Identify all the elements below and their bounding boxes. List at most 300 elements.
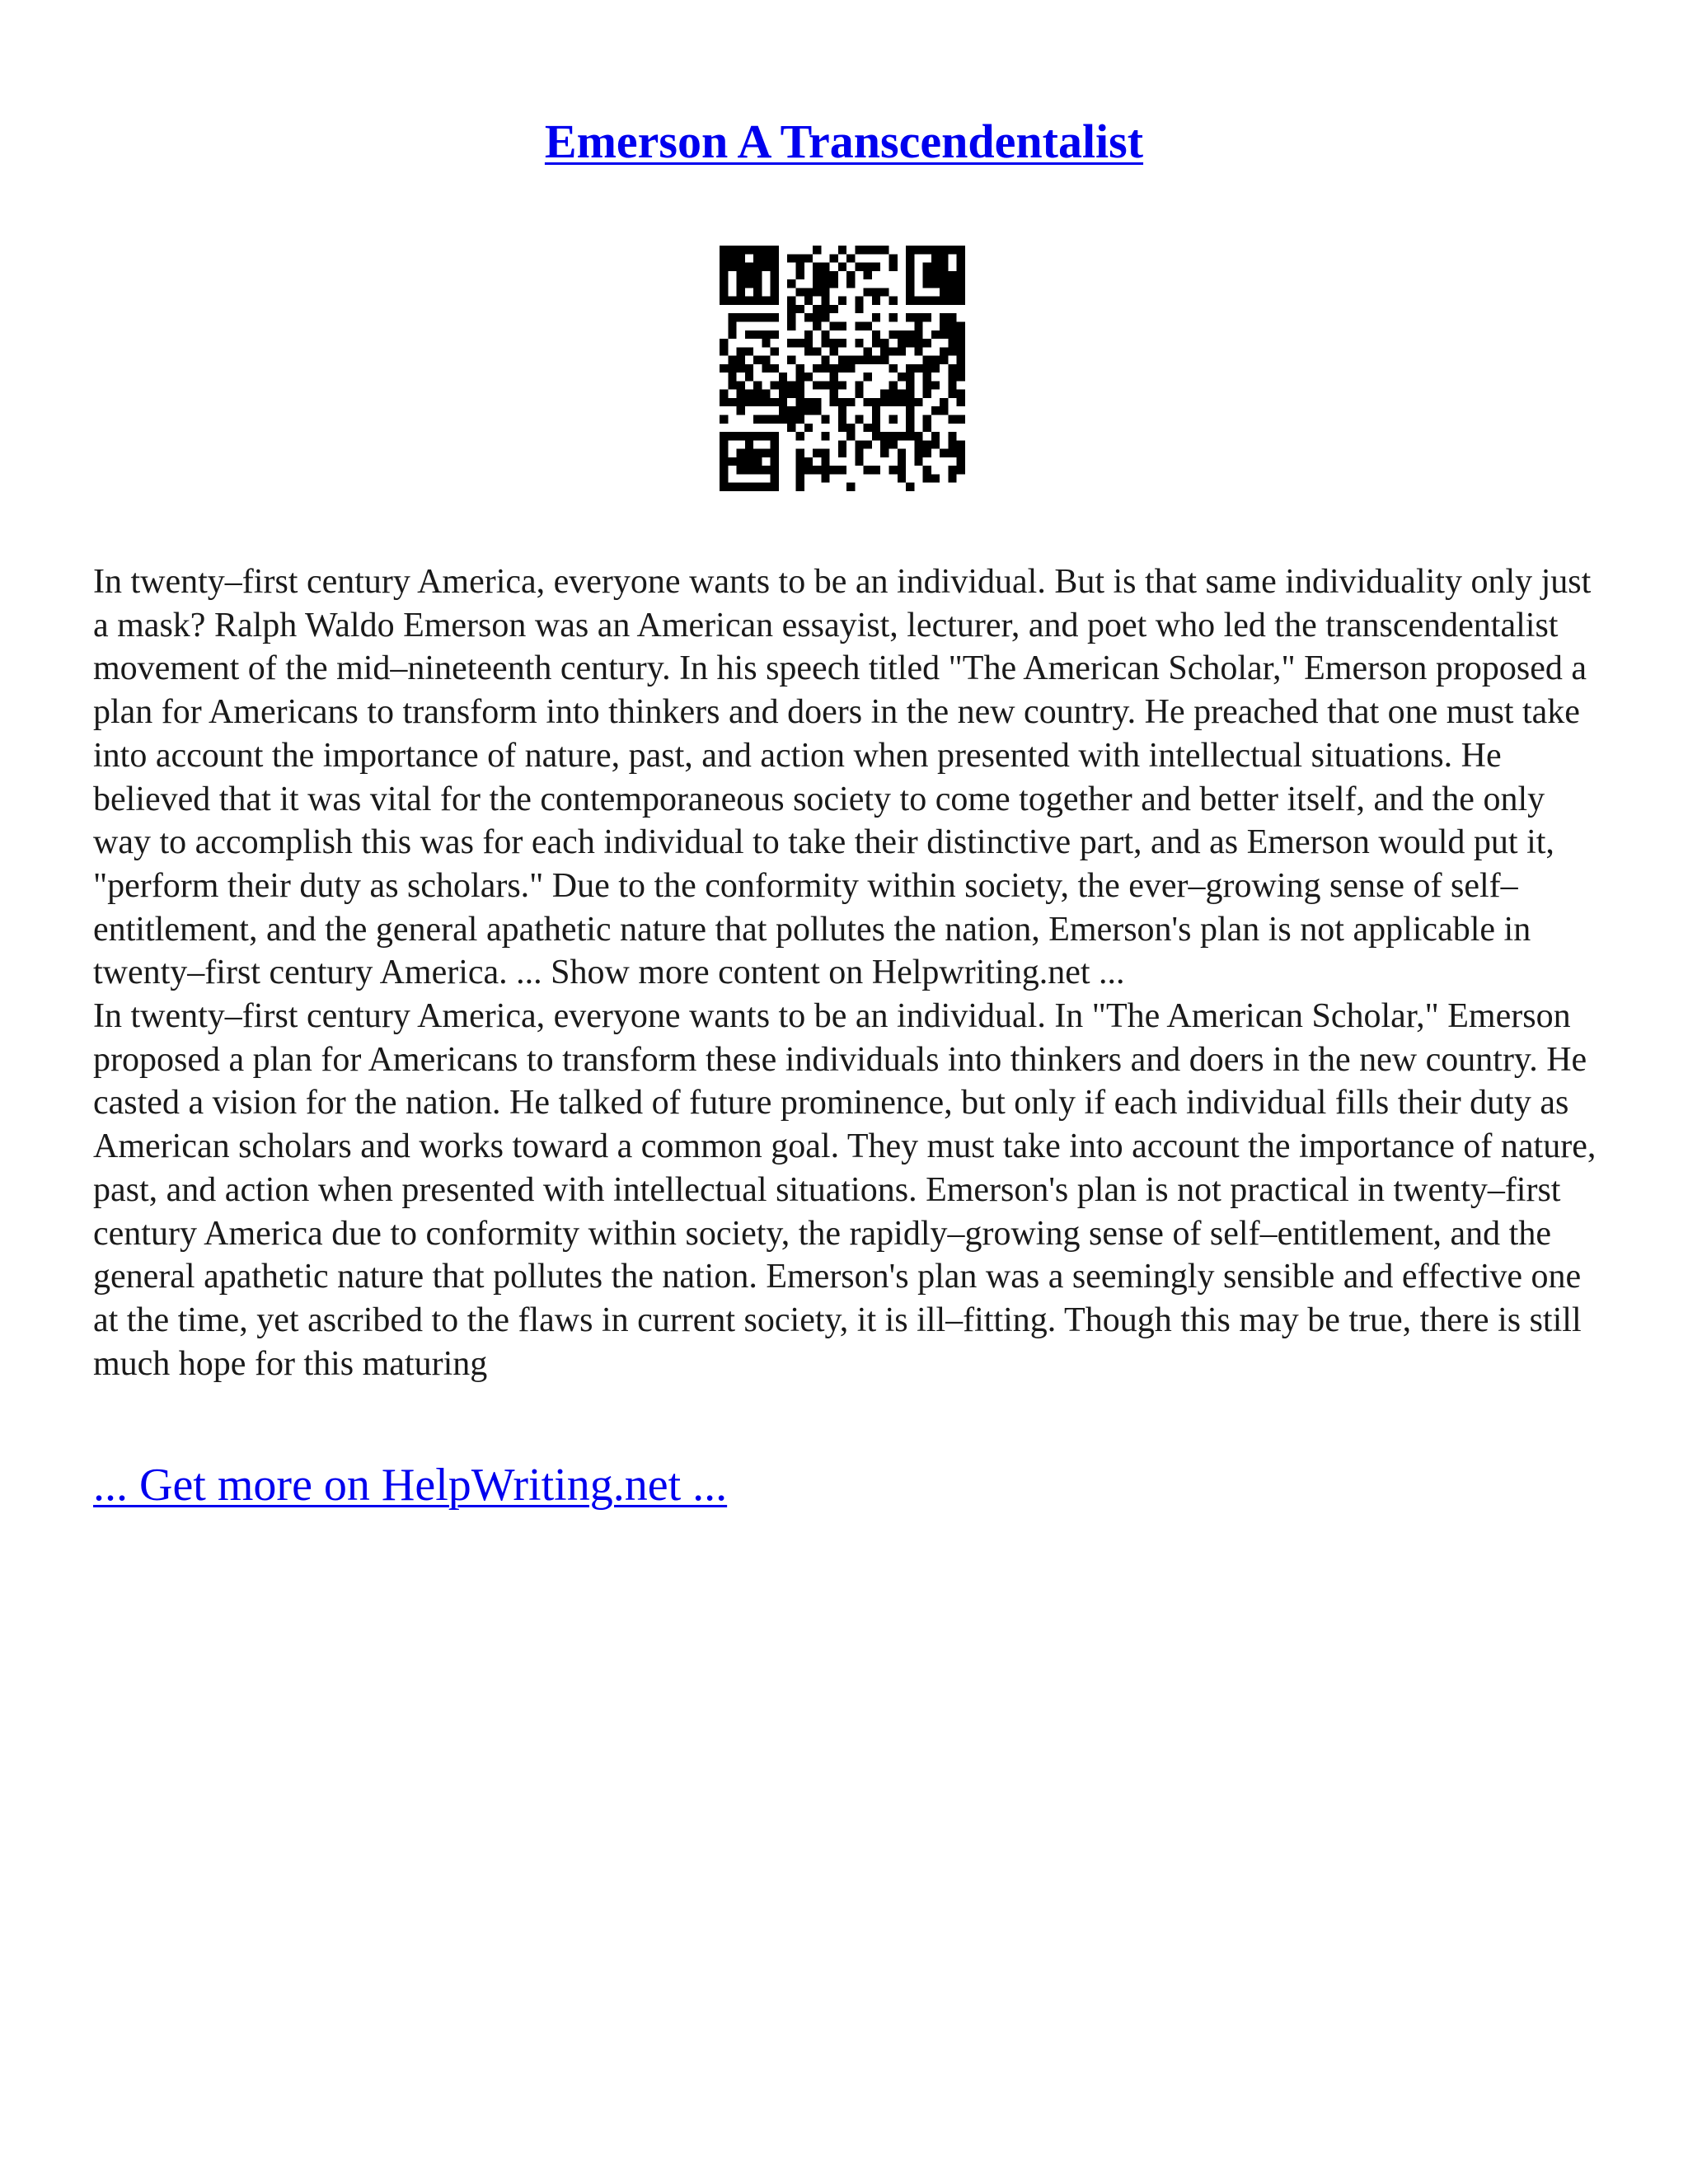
qr-module — [745, 364, 753, 373]
qr-module — [838, 263, 846, 271]
qr-module — [821, 288, 829, 296]
qr-module — [779, 381, 787, 389]
qr-module — [923, 474, 931, 482]
qr-module — [795, 449, 804, 457]
qr-module — [906, 415, 914, 424]
qr-module — [855, 449, 863, 457]
qr-module — [957, 339, 965, 347]
qr-module — [957, 271, 965, 279]
qr-module — [898, 373, 906, 381]
qr-module — [771, 415, 779, 424]
qr-module — [872, 339, 880, 347]
qr-module — [771, 398, 779, 406]
qr-module — [872, 406, 880, 415]
qr-module — [821, 313, 829, 321]
qr-module — [923, 415, 931, 424]
qr-module — [821, 432, 829, 440]
qr-module — [923, 440, 931, 448]
qr-module — [804, 330, 813, 339]
qr-module — [762, 390, 770, 398]
qr-module — [898, 398, 906, 406]
qr-module — [855, 457, 863, 466]
qr-module — [771, 297, 779, 305]
qr-module — [737, 483, 745, 491]
qr-module — [931, 406, 940, 415]
qr-module — [813, 305, 821, 313]
qr-module — [872, 246, 880, 254]
qr-module — [957, 288, 965, 296]
qr-module — [771, 466, 779, 474]
qr-module — [948, 297, 956, 305]
qr-module — [795, 263, 804, 271]
qr-module — [787, 339, 795, 347]
article-paragraph-2: In twenty–first century America, everyone wants to be an individual. In "The American Scholar," Emerson proposed a plan for Americans to transform these individuals into thinkers and doers in the new country. He casted a vision for the nation. He talked of future prominence, but only if each individual fills their duty as American scholars and works toward a common goal. They must take into account the importance of nature, past, and action when presented with intellectual situations. Emerson's plan is not practical in twenty–first century America due to conformity within society, the rapidly–growing sense of self–entitlement, and the general apathetic nature that pollutes the nation. Emerson's plan was a seemingly sensible and effective one at the time, yet ascribed to the flaws in current society, it is ill–fitting. Though this may be true, there is still much hope for this maturing — [93, 997, 1597, 1383]
qr-module — [821, 457, 829, 466]
qr-module — [762, 415, 770, 424]
qr-module — [864, 263, 872, 271]
qr-module — [720, 279, 728, 288]
qr-module — [720, 483, 728, 491]
qr-module — [787, 390, 795, 398]
qr-module — [821, 474, 829, 482]
qr-module — [728, 373, 736, 381]
qr-module — [813, 313, 821, 321]
qr-module — [753, 330, 762, 339]
qr-module — [787, 279, 795, 288]
qr-module — [737, 356, 745, 364]
qr-module — [931, 381, 940, 389]
qr-module — [898, 457, 906, 466]
qr-module — [728, 297, 736, 305]
qr-module — [737, 297, 745, 305]
qr-module — [745, 271, 753, 279]
qr-module — [940, 313, 948, 321]
qr-module — [821, 330, 829, 339]
qr-module — [923, 246, 931, 254]
qr-module — [855, 415, 863, 424]
qr-module — [880, 449, 889, 457]
qr-module — [906, 254, 914, 262]
qr-module — [914, 313, 922, 321]
qr-module — [745, 297, 753, 305]
qr-module — [855, 440, 863, 448]
qr-code-graphic — [720, 246, 965, 491]
qr-module — [821, 381, 829, 389]
qr-module — [872, 424, 880, 432]
qr-module — [872, 297, 880, 305]
qr-module — [830, 339, 838, 347]
qr-module — [787, 406, 795, 415]
qr-module — [906, 263, 914, 271]
qr-module — [846, 483, 855, 491]
qr-module — [880, 440, 889, 448]
qr-module — [804, 347, 813, 355]
qr-module — [931, 440, 940, 448]
qr-module — [948, 288, 956, 296]
qr-module — [753, 263, 762, 271]
qr-module — [771, 271, 779, 279]
qr-module — [872, 330, 880, 339]
qr-module — [914, 246, 922, 254]
qr-module — [779, 373, 787, 381]
qr-module — [762, 246, 770, 254]
qr-module — [931, 474, 940, 482]
qr-module — [948, 373, 956, 381]
qr-module — [821, 271, 829, 279]
qr-module — [720, 440, 728, 448]
qr-module — [745, 432, 753, 440]
qr-module — [813, 449, 821, 457]
qr-module — [855, 321, 863, 330]
qr-module — [846, 364, 855, 373]
qr-module — [745, 313, 753, 321]
qr-module — [787, 321, 795, 330]
qr-module — [855, 305, 863, 313]
qr-module — [846, 279, 855, 288]
qr-module — [948, 330, 956, 339]
qr-module — [906, 390, 914, 398]
qr-module — [745, 440, 753, 448]
qr-module — [906, 432, 914, 440]
qr-module — [830, 398, 838, 406]
qr-module — [830, 466, 838, 474]
qr-module — [957, 364, 965, 373]
qr-module — [838, 424, 846, 432]
qr-module — [771, 449, 779, 457]
qr-module — [838, 364, 846, 373]
qr-module — [846, 356, 855, 364]
qr-module — [737, 246, 745, 254]
qr-module — [728, 483, 736, 491]
qr-module — [745, 330, 753, 339]
qr-module — [889, 364, 898, 373]
qr-module — [804, 254, 813, 262]
qr-module — [787, 297, 795, 305]
qr-module — [720, 474, 728, 482]
qr-module — [720, 297, 728, 305]
qr-module — [795, 474, 804, 482]
qr-module — [923, 356, 931, 364]
qr-module — [753, 483, 762, 491]
qr-module — [720, 271, 728, 279]
qr-module — [779, 406, 787, 415]
qr-module — [838, 297, 846, 305]
qr-module — [923, 279, 931, 288]
qr-module — [762, 254, 770, 262]
qr-module — [728, 457, 736, 466]
qr-module — [948, 449, 956, 457]
qr-module — [720, 390, 728, 398]
qr-module — [779, 398, 787, 406]
qr-module — [737, 279, 745, 288]
qr-module — [838, 449, 846, 457]
qr-module — [914, 364, 922, 373]
qr-module — [889, 313, 898, 321]
qr-module — [880, 356, 889, 364]
qr-module — [720, 339, 728, 347]
page-title-link[interactable]: Emerson A Transcendentalist — [544, 115, 1144, 168]
qr-module — [762, 432, 770, 440]
qr-module — [957, 390, 965, 398]
qr-module — [898, 339, 906, 347]
qr-module — [728, 263, 736, 271]
qr-module — [948, 313, 956, 321]
qr-module — [813, 263, 821, 271]
qr-module — [795, 415, 804, 424]
qr-module — [795, 288, 804, 296]
qr-module — [898, 347, 906, 355]
qr-module — [720, 457, 728, 466]
qr-module — [737, 271, 745, 279]
qr-module — [737, 406, 745, 415]
qr-module — [880, 339, 889, 347]
qr-module — [872, 313, 880, 321]
qr-module — [923, 263, 931, 271]
qr-module — [872, 398, 880, 406]
qr-module — [720, 398, 728, 406]
qr-module — [753, 449, 762, 457]
qr-module — [889, 432, 898, 440]
qr-module — [753, 313, 762, 321]
qr-module — [923, 271, 931, 279]
qr-module — [846, 271, 855, 279]
qr-module — [940, 330, 948, 339]
qr-module — [872, 288, 880, 296]
qr-module — [889, 466, 898, 474]
qr-module — [795, 432, 804, 440]
qr-module — [813, 347, 821, 355]
qr-module — [940, 449, 948, 457]
qr-module — [830, 364, 838, 373]
qr-module — [813, 288, 821, 296]
qr-module — [914, 330, 922, 339]
qr-module — [838, 356, 846, 364]
qr-module — [795, 390, 804, 398]
qr-module — [855, 390, 863, 398]
qr-module — [753, 381, 762, 389]
qr-module — [737, 254, 745, 262]
qr-module — [745, 398, 753, 406]
qr-module — [753, 356, 762, 364]
qr-module — [804, 297, 813, 305]
qr-module — [864, 356, 872, 364]
qr-module — [931, 356, 940, 364]
qr-module — [872, 432, 880, 440]
qr-module — [720, 364, 728, 373]
qr-module — [787, 356, 795, 364]
qr-module — [813, 364, 821, 373]
qr-module — [787, 381, 795, 389]
qr-module — [821, 305, 829, 313]
qr-module — [931, 330, 940, 339]
qr-module — [830, 321, 838, 330]
qr-module — [940, 254, 948, 262]
qr-module — [923, 390, 931, 398]
qr-module — [737, 313, 745, 321]
qr-module — [753, 279, 762, 288]
qr-module — [923, 424, 931, 432]
qr-module — [753, 457, 762, 466]
qr-module — [838, 466, 846, 474]
qr-module — [771, 364, 779, 373]
qr-module — [795, 305, 804, 313]
qr-module — [864, 398, 872, 406]
qr-module — [931, 364, 940, 373]
qr-module — [737, 263, 745, 271]
qr-module — [795, 364, 804, 373]
qr-module — [753, 297, 762, 305]
qr-module — [898, 474, 906, 482]
qr-module — [728, 356, 736, 364]
qr-module — [737, 390, 745, 398]
qr-module — [745, 373, 753, 381]
qr-module — [795, 271, 804, 279]
qr-module — [787, 254, 795, 262]
qr-module — [762, 466, 770, 474]
title-container — [0, 114, 1688, 169]
qr-module — [864, 440, 872, 448]
qr-module — [931, 297, 940, 305]
qr-module — [846, 254, 855, 262]
qr-module — [855, 381, 863, 389]
qr-module — [753, 288, 762, 296]
qr-module — [906, 398, 914, 406]
qr-module — [821, 339, 829, 347]
qr-module — [940, 297, 948, 305]
qr-module — [957, 330, 965, 339]
qr-module — [940, 263, 948, 271]
qr-module — [787, 424, 795, 432]
qr-module — [821, 466, 829, 474]
qr-module — [948, 390, 956, 398]
qr-module — [864, 321, 872, 330]
qr-module — [728, 398, 736, 406]
qr-module — [872, 466, 880, 474]
qr-module — [745, 347, 753, 355]
qr-module — [889, 263, 898, 271]
qr-module — [762, 398, 770, 406]
qr-module — [923, 364, 931, 373]
qr-module — [779, 390, 787, 398]
qr-module — [855, 339, 863, 347]
qr-module — [906, 279, 914, 288]
qr-module — [753, 432, 762, 440]
qr-module — [771, 474, 779, 482]
qr-module — [813, 466, 821, 474]
qr-module — [720, 432, 728, 440]
qr-module — [940, 246, 948, 254]
qr-module — [940, 356, 948, 364]
qr-module — [795, 398, 804, 406]
qr-module — [830, 254, 838, 262]
qr-module — [957, 246, 965, 254]
qr-module — [821, 364, 829, 373]
qr-module — [838, 415, 846, 424]
qr-module — [931, 246, 940, 254]
qr-module — [923, 297, 931, 305]
qr-module — [720, 449, 728, 457]
qr-module — [771, 347, 779, 355]
qr-module — [880, 432, 889, 440]
qr-module — [914, 321, 922, 330]
qr-module — [795, 466, 804, 474]
qr-module — [771, 330, 779, 339]
qr-module — [779, 415, 787, 424]
qr-module — [830, 373, 838, 381]
qr-module — [906, 381, 914, 389]
qr-module — [880, 398, 889, 406]
qr-module — [728, 364, 736, 373]
qr-module — [728, 313, 736, 321]
qr-module — [855, 246, 863, 254]
qr-module — [753, 398, 762, 406]
qr-module — [838, 339, 846, 347]
qr-module — [813, 246, 821, 254]
qr-module — [889, 440, 898, 448]
qr-module — [830, 271, 838, 279]
qr-module — [957, 457, 965, 466]
qr-module — [957, 356, 965, 364]
qr-module — [813, 398, 821, 406]
qr-module — [753, 246, 762, 254]
qr-module — [838, 381, 846, 389]
qr-module — [906, 424, 914, 432]
qr-module — [830, 279, 838, 288]
get-more-link[interactable]: ... Get more on HelpWriting.net ... — [93, 1460, 728, 1511]
qr-module — [720, 288, 728, 296]
qr-module — [804, 288, 813, 296]
qr-module — [898, 390, 906, 398]
qr-module — [821, 263, 829, 271]
qr-module — [931, 432, 940, 440]
qr-module — [914, 440, 922, 448]
qr-module — [864, 466, 872, 474]
qr-module — [771, 440, 779, 448]
qr-module — [771, 254, 779, 262]
qr-module — [762, 313, 770, 321]
qr-module — [821, 279, 829, 288]
qr-module — [864, 424, 872, 432]
qr-module — [948, 440, 956, 448]
qr-module — [787, 305, 795, 313]
article-paragraph-1: In twenty–first century America, everyone wants to be an individual. But is that same individuality only just a mask? Ralph Waldo Emerson was an American essayist, lecturer, and poet who led the transcendentalist movement of the mid–nineteenth century. In his speech titled "The American Scholar," Emerson proposed a plan for Americans to transform into thinkers and doers in the new country. He preached that one must take into account the importance of nature, past, and action when presented with intellectual situations. He believed that it was vital for the contemporaneous society to come together and better itself, and the only way to accomplish this was for each individual to take their distinctive part, and as Emerson would put it, "perform their duty as scholars." Due to the conformity within society, the ever–growing sense of self–entitlement, and the general apathetic nature that pollutes the nation, Emerson's plan is not applicable in twenty–first century America. ... Show more content on Helpwriting.net ... — [93, 563, 1592, 992]
qr-module — [728, 432, 736, 440]
qr-module — [762, 339, 770, 347]
qr-module — [889, 347, 898, 355]
qr-module — [737, 449, 745, 457]
qr-module — [948, 474, 956, 482]
qr-module — [940, 321, 948, 330]
qr-module — [940, 279, 948, 288]
qr-module — [771, 288, 779, 296]
qr-module — [923, 373, 931, 381]
qr-module — [720, 254, 728, 262]
qr-module — [898, 466, 906, 474]
article-body — [93, 560, 1601, 1385]
qr-module — [872, 263, 880, 271]
qr-module — [830, 381, 838, 389]
qr-module — [795, 339, 804, 347]
qr-module — [804, 398, 813, 406]
qr-module — [957, 440, 965, 448]
qr-module — [923, 466, 931, 474]
qr-module — [931, 271, 940, 279]
qr-module — [948, 415, 956, 424]
qr-module — [906, 246, 914, 254]
qr-module — [728, 381, 736, 389]
qr-module — [906, 339, 914, 347]
qr-module — [957, 347, 965, 355]
